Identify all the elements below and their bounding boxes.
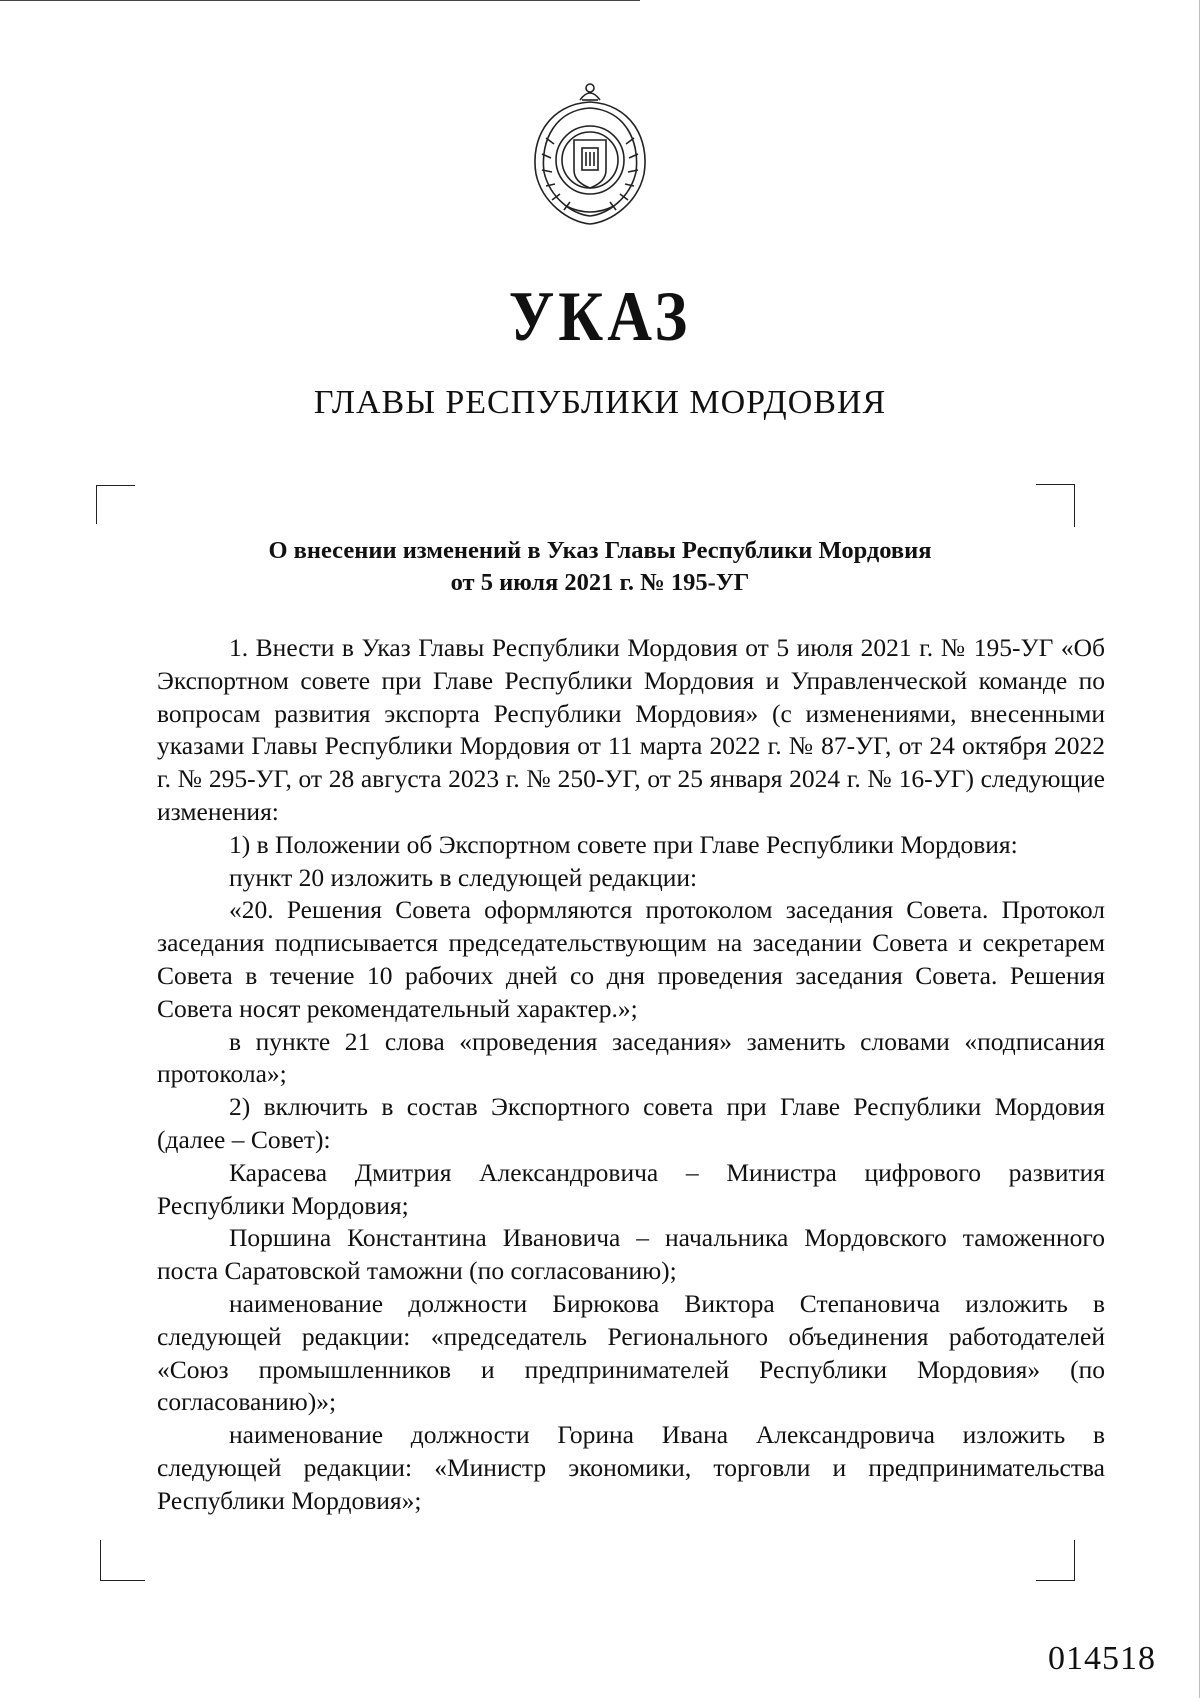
decree-subtitle: ГЛАВЫ РЕСПУБЛИКИ МОРДОВИЯ <box>313 384 887 421</box>
document-heading <box>150 535 1050 599</box>
paragraph: наименование должности Бирюкова Виктора Степановича изложить в следующей редакции: «председатель Регионального объединения работодателей «Союз промышленников и предпринимателей Республики Мордовия» (по согласованию)»; <box>157 1288 1105 1417</box>
corner-mark-bottom-right <box>1036 1540 1075 1581</box>
decree-title: УКАЗ <box>508 277 692 357</box>
document-body <box>157 632 1105 1518</box>
corner-mark-top-left <box>96 485 135 524</box>
heading-line-2: от 5 июля 2021 г. № 195-УГ <box>450 569 750 596</box>
corner-mark-bottom-left <box>100 1540 145 1581</box>
paragraph: Карасева Дмитрия Александровича – Министра цифрового развития Республики Мордовия; <box>157 1157 1105 1220</box>
paragraph: 1) в Положении об Экспортном совете при Главе Республики Мордовия: <box>229 829 1018 859</box>
paragraph: 2) включить в состав Экспортного совета при Главе Республики Мордовия (далее – Совет): <box>157 1092 1105 1154</box>
paragraph: 1. Внести в Указ Главы Республики Мордовия от 5 июля 2021 г. № 195-УГ «Об Экспортном совете при Главе Республики Мордовия и Управленческой команде по вопросам развития экспорта Республики Мордовия» (с изменениями, внесенными указами Главы Республики Мордовия от 11 марта 2022 г. № 87-УГ, от 24 октября 2022 г. № 295-УГ, от 28 августа 2023 г. № 250-УГ, от 25 января 2024 г. № 16-УГ) следующие изменения: <box>157 633 1105 826</box>
corner-mark-top-right <box>1036 484 1075 527</box>
paragraph: наименование должности Горина Ивана Александровича изложить в следующей редакции: «Министр экономики, торговли и предпринимательства Республики Мордовия»; <box>157 1420 1105 1515</box>
document-serial-number: 014518 <box>1048 1640 1156 1677</box>
paragraph: пункт 20 изложить в следующей редакции: <box>229 862 698 892</box>
paragraph: в пункте 21 слова «проведения заседания» заменить словами «подписания протокола»; <box>157 1026 1105 1089</box>
heading-line-1: О внесении изменений в Указ Главы Республики Мордовия <box>268 537 932 564</box>
coat-of-arms-emblem-icon <box>520 78 660 228</box>
paragraph: «20. Решения Совета оформляются протоколом заседания Совета. Протокол заседания подписывается председательствующим на заседании Совета и секретарем Совета в течение 10 рабочих дней со дня проведения заседания Совета. Решения Совета носят рекомендательный характер.»; <box>157 895 1105 1023</box>
scan-edge-top <box>0 0 640 1</box>
paragraph: Поршина Константина Ивановича – начальника Мордовского таможенного поста Саратовской таможни (по согласованию); <box>157 1223 1105 1286</box>
